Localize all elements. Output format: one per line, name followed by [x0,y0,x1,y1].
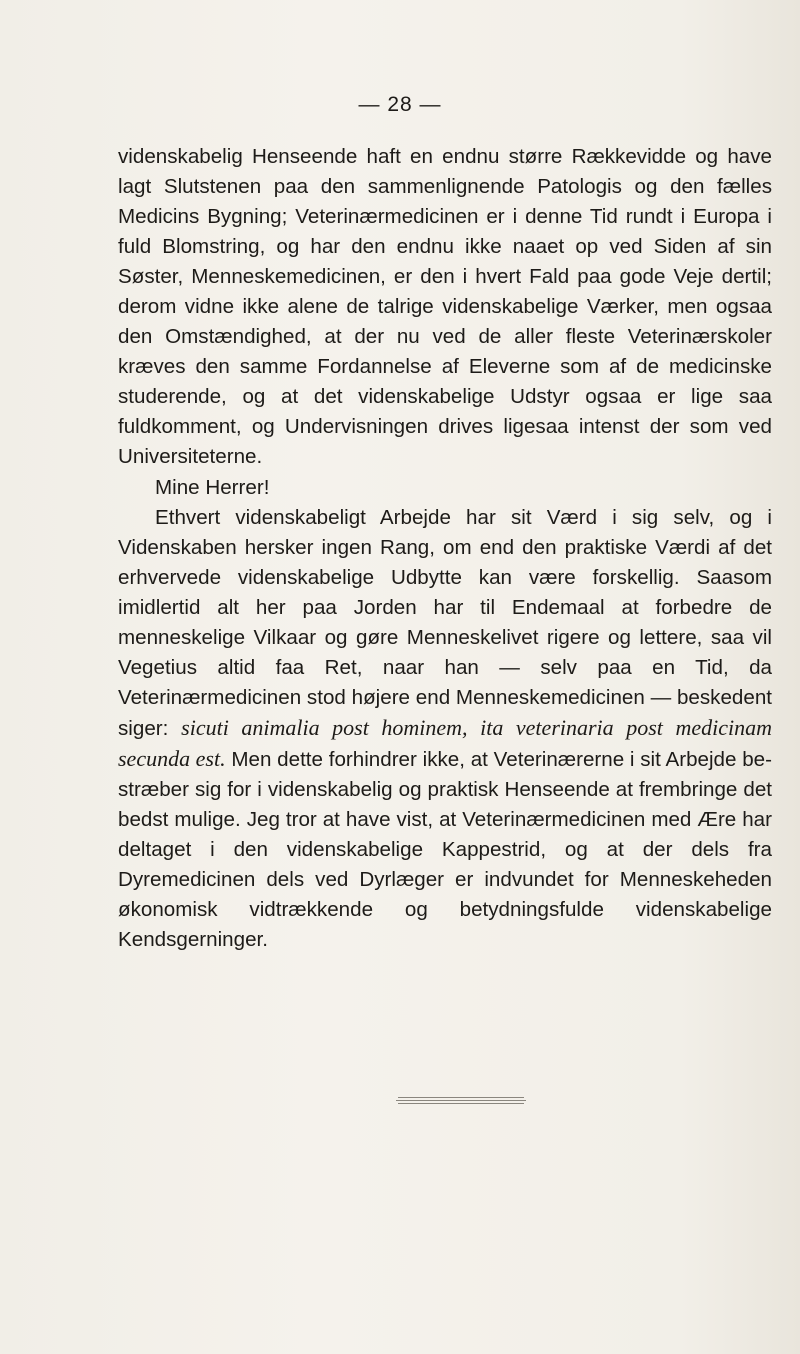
end-rule [398,1103,524,1104]
body-text [118,142,772,955]
paragraph-1: videnskabelig Henseende haft en endnu større Rækkevidde og have lagt Slutstenen paa den sammenlignende Patologis og den fælles Medicins Bygning; Veterinærmedicinen er i denne Tid rundt i Europa i fuld Blomstring, og har den endnu ikke naaet op ved Siden af sin Søster, Menneskemedicinen, er den i hvert Fald paa gode Veje dertil; derom vidne ikke alene de talrige videnskabelige Værker, men ogsaa den Omstændighed, at der nu ved de aller fleste Veterinærskoler kræves den samme Fordannelse af Eleverne som af de medicinske studerende, og at det videnskabelige Udstyr ogsaa er lige saa fuldkomment, og Undervisningen drives ligesaa intenst der som ved Universiteterne. [118,145,772,469]
end-rule [398,1097,524,1098]
latin-quotation: sicuti animalia post hominem, ita veterinaria post medicinam secunda est. [118,714,772,771]
paragraph-3-text-after: Men dette forhindrer ikke, at Veterinærerne i sit Arbejde bestræber sig for i videnskabelig og praktisk Henseende at frembringe det bedst mulige. Jeg tror at have vist, at Veterinærmedicinen med Ære har deltaget i den videnskabelige Kappestrid, og at der dels fra Dyremedicinen dels ved Dyrlæger er indvundet for Menneskeheden økonomisk vidtrækkende og betydningsfulde videnskabelige Kendsgerninger. [118,747,772,952]
paragraph-3 [118,503,772,956]
salutation: Mine Herrer! [155,475,270,499]
paragraph-3-text-before: Ethvert videnskabeligt Arbejde har sit Værd i sig selv, og i Videnskaben hersker ingen Rang, om end den praktiske Værdi af det erhvervede videnskabelige Udbytte kan være forskellig. Saasom imidlertid alt her paa Jorden har til Endemaal at forbedre de menneskelige Vilkaar og gøre Menneskelivet rigere og lettere, saa vil Vegetius altid faa Ret, naar han — selv paa en Tid, da Veterinærmedicinen stod højere end Menneskemedicinen — beskedent siger: [118,505,772,740]
end-rule [396,1100,526,1101]
page-number: — 28 — [358,93,442,116]
